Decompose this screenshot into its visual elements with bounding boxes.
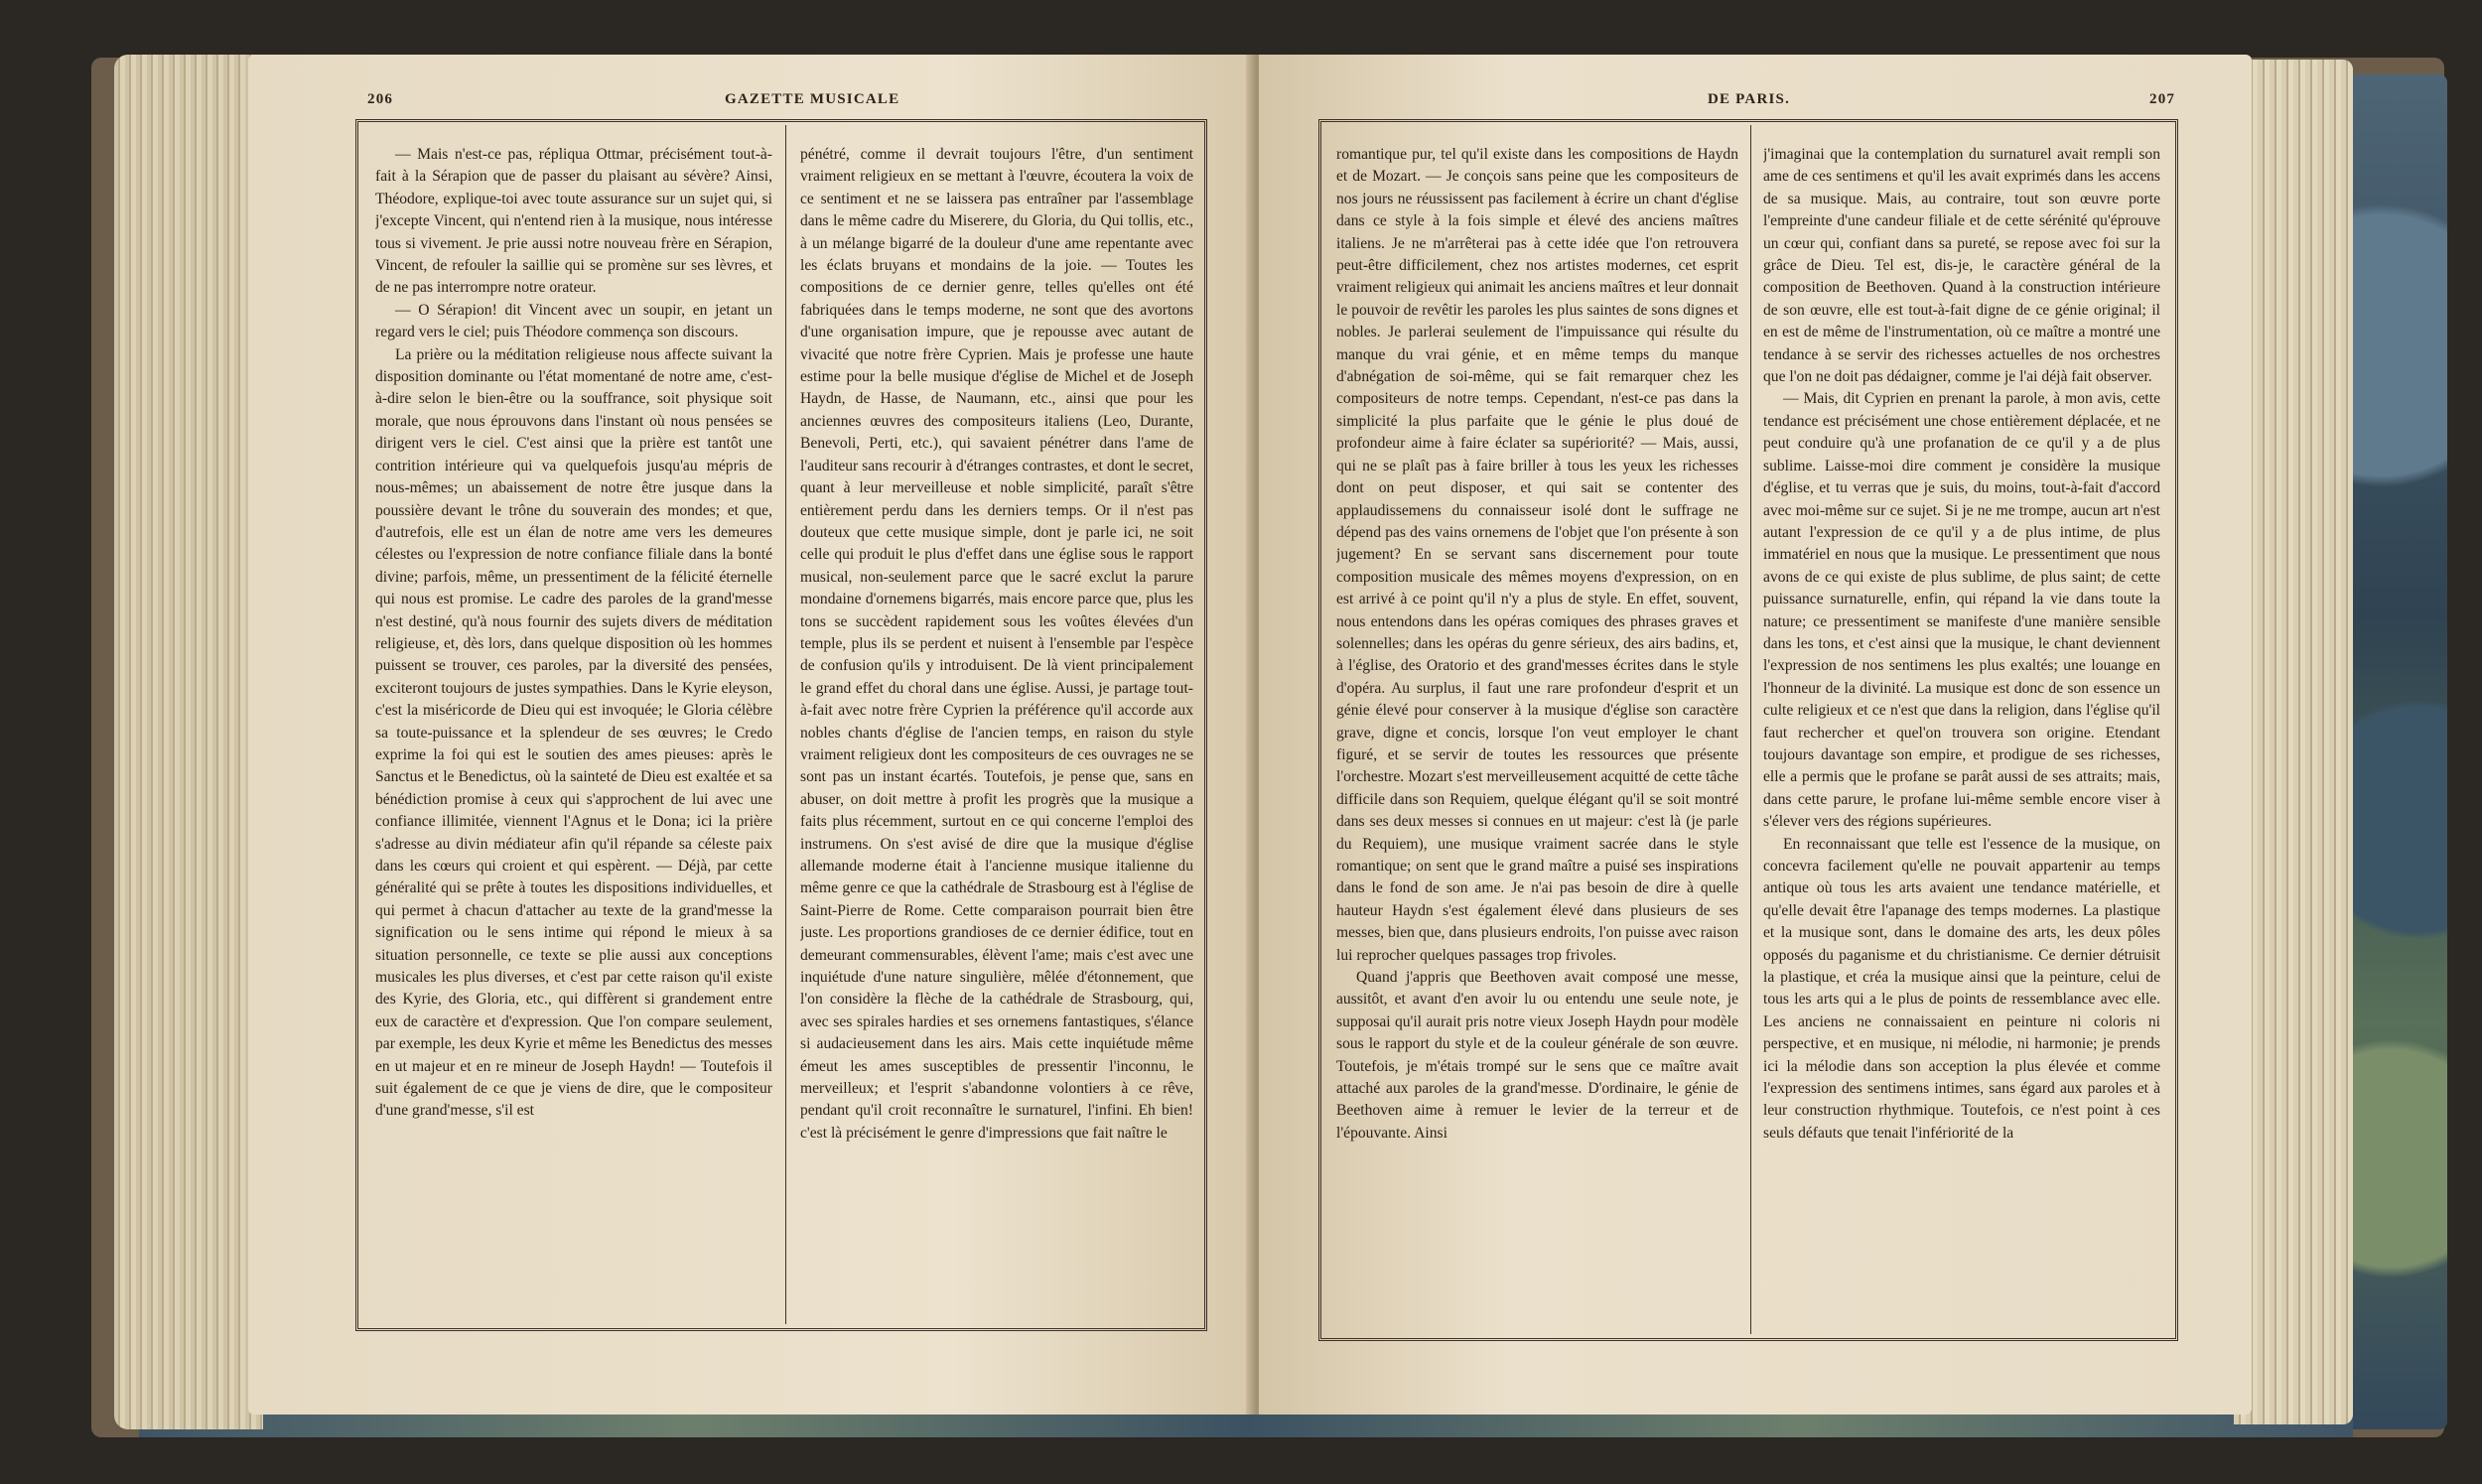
page-edges-right	[2234, 60, 2353, 1424]
page-edges-left	[114, 55, 263, 1429]
paragraph: La prière ou la méditation religieuse nous affecte suivant la disposition dominante ou l'état momentané de notre ame, c'est-à-dire selon le bien-être ou la souffrance, soit physique soit morale, que nous éprouvons dans l'instant où nous pensées se dirigent vers le ciel. C'est ainsi que la prière est tantôt une contrition intérieure qui va quelquefois jusqu'au mépris de nous-mêmes; un abaissement de notre être jusque dans la poussière devant le trône du souverain des mondes; et que, d'autrefois, elle est un élan de notre ame vers les demeures célestes ou l'expression de notre confiance filiale dans la bonté divine; parfois, même, un pressentiment de la félicité éternelle qui nous est promise. Le cadre des paroles de la grand'messe n'est destiné, qu'à nous fournir des sujets divers de méditation religieuse, et, dès lors, dans quelque disposition où les hommes puissent se trouver, ces paroles, par la diversité des pensées, exciteront toujours de justes sympathies. Dans le Kyrie eleyson, c'est la miséricorde de Dieu qui est invoquée; le Gloria célèbre sa toute-puissance et la splendeur de ses œuvres; le Credo exprime la foi qui est le soutien des ames pieuses: après le Sanctus et le Benedictus, où la sainteté de Dieu est exaltée et sa bénédiction promise à ceux qui s'approchent de lui avec une confiance illimitée, viennent l'Agnus et le Dona; ici la prière s'adresse au divin médiateur afin qu'il répande sa céleste paix dans les cœurs qui croient et qui espèrent. — Déjà, par cette généralité qui se prête à toutes les dispositions individuelles, et qui permet à chacun d'attacher au texte de la grand'messe la signification ou le sens intime qui répond le mieux à sa situation personnelle, ce texte se plie aussi aux conceptions musicales les plus diverses, et c'est par cette raison qu'il existe des Kyrie, des Gloria, etc., qui diffèrent si grandement entre eux de caractère et d'expression. Que l'on compare seulement, par exemple, les deux Kyrie et même les Benedictus des messes en ut majeur et en re mineur de Joseph Haydn! — Toutefois il suit également de ce que je viens de dire, que le compositeur d'une grand'messe, s'il est	[375, 345, 772, 1120]
left-column-2	[800, 144, 1193, 1315]
right-page-number: 207	[2149, 91, 2176, 107]
left-column-rule	[785, 125, 786, 1324]
paragraph: j'imaginai que la contemplation du surnaturel avait rempli son ame de ces sentimens et qu'il les avait exprimés dans les accens de sa musique. Mais, au contraire, tout son œuvre porte l'empreinte d'une candeur filiale et de cette sérénité qu'éprouve un cœur qui, confiant dans sa pureté, se repose avec foi sur la grâce de Dieu. Tel est, dis-je, le caractère général de la composition de Beethoven. Quand à la construction intérieure de son œuvre, elle est tout-à-fait digne de ce génie original; il en est de même de l'instrumentation, où ce maître a montré une tendance à se servir des richesses actuelles de nos orchestres que l'on ne doit pas dédaigner, comme je l'ai déjà fait observer.	[1763, 146, 2160, 386]
paragraph: — Mais n'est-ce pas, répliqua Ottmar, précisément tout-à-fait à la Sérapion que de passer du plaisant au sévère? Ainsi, Théodore, explique-toi avec toute assurance sur un sujet qui, si j'excepte Vincent, qui n'entend rien à la musique, nous intéresse tous si vivement. Je prie aussi notre nouveau frère en Sérapion, Vincent, de refouler la saillie qui se promène sur ses lèvres, et de ne pas interrompre notre orateur.	[375, 146, 772, 297]
paragraph: Quand j'appris que Beethoven avait composé une messe, aussitôt, et avant d'en avoir lu ou entendu une seule note, je supposai qu'il aurait pris notre vieux Joseph Haydn pour modèle sous le rapport du style et de la couleur générale de son œuvre. Toutefois, je m'étais trompé sur le sens que ce maître avait attaché aux paroles de la grand'messe. D'ordinaire, le génie de Beethoven aime à remuer le levier de la terreur et de l'épouvante. Ainsi	[1336, 969, 1738, 1142]
left-page-number: 206	[367, 91, 394, 107]
right-running-head: DE PARIS.	[1708, 91, 1791, 107]
left-column-1	[375, 144, 772, 1315]
paragraph: En reconnaissant que telle est l'essence de la musique, on concevra facilement qu'elle ne pouvait appartenir au temps antique où tous les arts avaient une tendance matérielle, et qu'elle devait être l'apanage des temps modernes. La plastique et la musique sont, dans le domaine des arts, les deux pôles opposés du paganisme et du christianisme. Ce dernier détruisit la plastique, et créa la musique ainsi que la peinture, celui de tous les arts qui a le plus de points de ressemblance avec elle. Les anciens ne connaissaient en peinture ni coloris ni perspective, et en musique, ni mélodie, ni harmonie; je prends ici la mélodie dans son acception la plus élevée et comme l'expression des sentimens intimes, sans égard aux paroles et à leur construction rhythmique. Toutefois, ce n'est point à ces seuls défauts que tenait l'infériorité de la	[1763, 835, 2160, 1142]
right-column-1	[1336, 144, 1738, 1325]
paragraph: — Mais, dit Cyprien en prenant la parole, à mon avis, cette tendance est précisément une chose entièrement déplacée, et ne peut conduire qu'à une profanation de ce qu'il y a de plus sublime. Laisse-moi dire comment je considère la musique d'église, et tu verras que je suis, du moins, tout-à-fait d'accord avec moi-même sur ce sujet. Si je ne me trompe, aucun art n'est autant l'expression de ce qu'il y a de plus intime, de plus immatériel en nous que la musique. Le pressentiment que nous avons de ce qui existe de plus sublime, de plus saint; de cette puissance surnaturelle, enfin, qui répand la vie dans toute la nature; ce pressentiment se manifeste d'une manière sensible dans les tons, et c'est ainsi que la musique, le chant deviennent l'expression de nos sentimens les plus exaltés; une louange en l'honneur de la divinité. La musique est donc de son essence un culte religieux et ce n'est que dans la religion, dans l'église qu'il faut rechercher et quel'on trouvera son origine. Etendant toujours davantage son empire, et prodigue de ses richesses, elle a permis que le profane se parât aussi de ses attraits; mais, dans cette parure, le profane lui-même semble encore viser à s'élever vers des régions supérieures.	[1763, 390, 2160, 831]
left-running-head: GAZETTE MUSICALE	[725, 91, 900, 107]
marbled-board-right	[2353, 74, 2447, 1429]
right-column-rule	[1750, 125, 1751, 1334]
right-column-2	[1763, 144, 2160, 1325]
paragraph: — O Sérapion! dit Vincent avec un soupir, en jetant un regard vers le ciel; puis Théodore commença son discours.	[375, 301, 772, 341]
paragraph: pénétré, comme il devrait toujours l'être, d'un sentiment vraiment religieux en se mettant à l'œuvre, écoutera la voix de ce sentiment et ne se laissera pas entraîner par l'assemblage dans le même cadre du Miserere, du Gloria, du Qui tollis, etc., à un mélange bigarré de la douleur d'une ame repentante avec les éclats bruyans et mondains de la joie. — Toutes les compositions de ce dernier genre, telles qu'elles ont été fabriquées dans le temps moderne, ne sont que des avortons d'une organisation impure, que je repousse avec autant de vivacité que notre frère Cyprien. Mais je professe une haute estime pour la belle musique d'église de Michel et de Joseph Haydn, de Hasse, de Naumann, etc., ainsi que pour les anciennes œuvres des compositeurs italiens (Leo, Durante, Benevoli, Perti, etc.), qui savaient pénétrer dans l'ame de l'auditeur sans recourir à d'étranges contrastes, et dont le secret, quant à leur merveilleuse et noble simplicité, paraît s'être entièrement perdu dans les derniers temps. Or il n'est pas douteux que cette musique simple, dont je parle ici, ne soit celle qui produit le plus d'effet dans une église sous le rapport musical, non-seulement parce que le sacré exclut la parure mondaine d'ornemens bigarrés, mais encore parce que, plus les tons se succèdent rapidement sous les voûtes élevées d'un temple, plus ils se perdent et nuisent à l'ensemble par l'espèce de confusion qu'ils y introduisent. De là vient principalement le grand effet du choral dans une église. Aussi, je partage tout-à-fait avec notre frère Cyprien la préférence qu'il accorde aux nobles chants d'église de l'ancien temps, en raison du style vraiment religieux dont les compositeurs de ces ouvrages ne se sont pas un instant écartés. Toutefois, je pense que, sans en abuser, on doit mettre à profit les progrès que la musique a faits plus récemment, surtout en ce qui concerne l'emploi des instrumens. On s'est avisé de dire que la musique d'église allemande moderne était à l'ancienne musique italienne du même genre ce que la cathédrale de Strasbourg est à l'église de Saint-Pierre de Rome. Cette comparaison pourrait bien être juste. Les proportions grandioses de ce dernier édifice, tout en demeurant commensurables, élèvent l'ame; mais c'est avec une inquiétude d'une nature singulière, mêlée d'étonnement, que l'on considère la flèche de la cathédrale de Strasbourg, qui, avec ses spirales hardies et ses ornemens fantastiques, s'élance si audacieusement dans les airs. Mais cette inquiétude même émeut les ames susceptibles de pressentir l'inconnu, le merveilleux; et l'esprit s'abandonne volontiers à ce rêve, pendant qu'il croit reconnaître le surnaturel, l'infini. Eh bien! c'est là précisément le genre d'impressions que fait naître le	[800, 146, 1193, 1142]
paragraph: romantique pur, tel qu'il existe dans les compositions de Haydn et de Mozart. — Je conçois sans peine que les compositeurs de nos jours ne réussissent pas facilement à écrire un chant d'église dans ce style à la fois simple et élevé des anciens maîtres italiens. Je ne m'arrêterai pas à cette idée que l'on retrouvera peut-être difficilement, chez nos artistes modernes, cet esprit vraiment religieux qui animait les anciens maîtres et leur donnait le pouvoir de revêtir les paroles les plus saintes de sons dignes et nobles. Je parlerai seulement de l'impuissance qui résulte du manque du vrai génie, et en même temps du manque d'abnégation de soi-même, qui se fait remarquer chez les compositeurs de notre temps. Cependant, n'est-ce pas dans la simplicité la plus parfaite que le génie le plus doué de profondeur aime à faire éclater sa supériorité? — Mais, aussi, qui ne se plaît pas à faire briller à tous les yeux les richesses dont on peut disposer, et qui sait se contenter des applaudissemens du connaisseur isolé dont le suffrage ne dépend pas des vains ornemens de l'objet que l'on présente à son jugement? En se servant sans discernement pour toute composition musicale des mêmes moyens d'expression, on en est arrivé à ce point qu'il n'y a plus de style. En effet, souvent, nous entendons dans les opéras comiques des phrases graves et solennelles; dans les opéras du genre sérieux, des airs badins, et, à l'église, des Oratorio et des grand'messes écrites dans le style d'opéra. Au surplus, il faut une rare profondeur d'esprit et un génie élevé pour conserver à la musique d'église son caractère grave, digne et concis, lorsque l'on veut employer le chant figuré, et se servir de toutes les ressources que présente l'orchestre. Mozart s'est merveilleusement acquitté de cette tâche difficile dans son Requiem, quelque élégant qu'il se soit montré dans ses deux messes si connues en ut majeur: c'est là (je parle du Requiem), une musique vraiment sacrée dans le style romantique; on sent que le grand maître a puisé ses inspirations dans le fond de son ame. Je n'ai pas besoin de dire à quelle hauteur Haydn s'est également élevé dans plusieurs de ses messes, bien que, dans plusieurs endroits, l'on puisse avec raison lui reprocher quelques passages trop frivoles.	[1336, 146, 1738, 964]
